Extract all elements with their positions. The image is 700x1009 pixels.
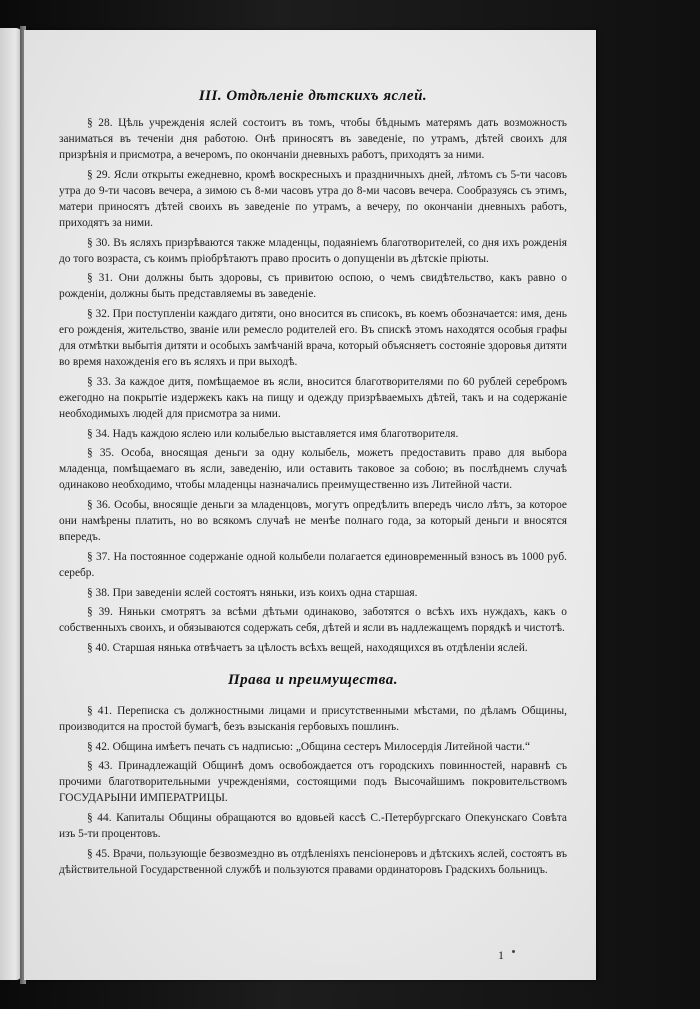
page-number: 1 (498, 948, 504, 962)
paragraph-39: § 39. Няньки смотрятъ за всѣми дѣтьми одинаково, заботятся о всѣхъ ихъ нуждахъ, какъ о собственныхъ своихъ, и обязываются содержать себя, дѣтей и ясли въ надлежащемъ порядкѣ и чистотѣ. (59, 606, 567, 635)
paragraph-40: § 40. Старшая нянька отвѣчаетъ за цѣлость всѣхъ вещей, находящихся въ отдѣленіи яслей. (87, 641, 528, 654)
paragraph-38: § 38. При заведеніи яслей состоятъ няньки, изъ коихъ одна старшая. (87, 586, 418, 599)
ink-speck (512, 950, 515, 953)
paragraph-31: § 31. Они должны быть здоровы, съ привитою оспою, о чемъ свидѣтельство, какъ равно о рожденіи, должны быть представляемы въ заведеніе. (59, 272, 567, 301)
paragraph-32: § 32. При поступленіи каждаго дитяти, оно вносится въ списокъ, въ коемъ обозначается: имя, день его рожденія, жительство, званіе или ремесло родителей его. Въ спискѣ этомъ находятся особыя графы для отмѣтки выбытія дитяти и особыхъ замѣчаній врача, который объясняетъ состояніе здоровья дитяти во время нахожденія его въ ясляхъ и при выходѣ. (59, 308, 567, 369)
paragraph-35: § 35. Особа, вносящая деньги за одну колыбель, можетъ предоставить право для выбора младенца, помѣщаемаго въ ясли, заведенію, или оставить таковое за собою; въ послѣднемъ случаѣ одинаково необходимо, чтобы младенцы назначались преимущественно изъ Литейной части. (59, 447, 567, 492)
paragraph-37: § 37. На постоянное содержаніе одной колыбели полагается единовременный взносъ въ 1000 руб. серебр. (59, 550, 567, 579)
paragraph-29: § 29. Ясли открыты ежедневно, кромѣ воскресныхъ и праздничныхъ дней, лѣтомъ съ 5-ти часовъ утра до 9-ти часовъ вечера, а зимою съ 8-ми часовъ утра до 8-ми часовъ вечера. Сообразуясь съ этимъ, матери приносятъ дѣтей своихъ въ заведеніе по утрамъ, а вечеру, по окончаніи дневныхъ работъ, приходятъ за ними. (59, 168, 567, 230)
paragraph-33: § 33. За каждое дитя, помѣщаемое въ ясли, вносится благотворителями по 60 рублей серебромъ ежегодно на покрытіе издержекъ какъ на пищу и одежду призрѣваемыхъ дѣтей, такъ и на содержаніе необходимыхъ людей для присмотра за ними. (59, 375, 567, 421)
paragraph-45: § 45. Врачи, пользующіе безвозмездно въ отдѣленіяхъ пенсіонеровъ и дѣтскихъ яслей, состоятъ въ дѣйствительной Государственной службѣ и пользуются правами ординаторовъ Градскихъ больницъ. (59, 847, 567, 876)
section-heading-rights: Права и преимущества. (227, 671, 398, 688)
document-page (24, 30, 596, 980)
paragraph-44: § 44. Капиталы Общины обращаются во вдовьей кассѣ С.-Петербургскаго Опекунскаго Совѣта изъ 5-ти процентовъ. (59, 811, 567, 841)
page-content (59, 88, 567, 881)
paragraph-41: § 41. Переписка съ должностными лицами и присутственными мѣстами, по дѣламъ Общины, производится на простой бумагѣ, безъ взысканія гербовыхъ пошлинъ. (59, 704, 567, 733)
paragraph-28: § 28. Цѣль учрежденія яслей состоитъ въ томъ, чтобы бѣднымъ матерямъ дать возможность заниматься въ теченіи дня работою. Онѣ приносятъ въ заведеніе, по утрамъ, дѣтей своихъ для призрѣнія и присмотра, а вечеромъ, по окончаніи дневныхъ работъ, приходятъ за ними. (59, 117, 567, 162)
left-page-edge (0, 28, 22, 980)
paragraph-34: § 34. Надъ каждою яслею или колыбелью выставляется имя благотворителя. (87, 427, 459, 440)
paragraph-36: § 36. Особы, вносящіе деньги за младенцовъ, могутъ опредѣлить впередъ число лѣтъ, за которое они намѣрены платить, но во всякомъ случаѣ не менѣе полнаго года, за который деньги и вносятся впередъ. (59, 499, 567, 544)
paragraph-43: § 43. Принадлежащій Общинѣ домъ освобождается отъ городскихъ повинностей, наравнѣ съ прочими благотворительными учрежденіями, состоящими подъ Высочайшимъ покровительствомъ ГОСУДАРЫНИ ИМПЕРАТРИЦЫ. (59, 760, 567, 805)
paragraph-42: § 42. Община имѣетъ печать съ надписью: „Община сестеръ Милосердія Литейной части.“ (87, 740, 531, 753)
section-heading-nursery: III. Отдѣленіе дѣтскихъ яслей. (198, 88, 428, 104)
paragraph-30: § 30. Въ ясляхъ призрѣваются также младенцы, подаяніемъ благотворителей, со дня ихъ рожденія до того возраста, съ коимъ пріобрѣтаютъ право просить о допущеніи въ дѣтскіе пріюты. (59, 236, 567, 265)
